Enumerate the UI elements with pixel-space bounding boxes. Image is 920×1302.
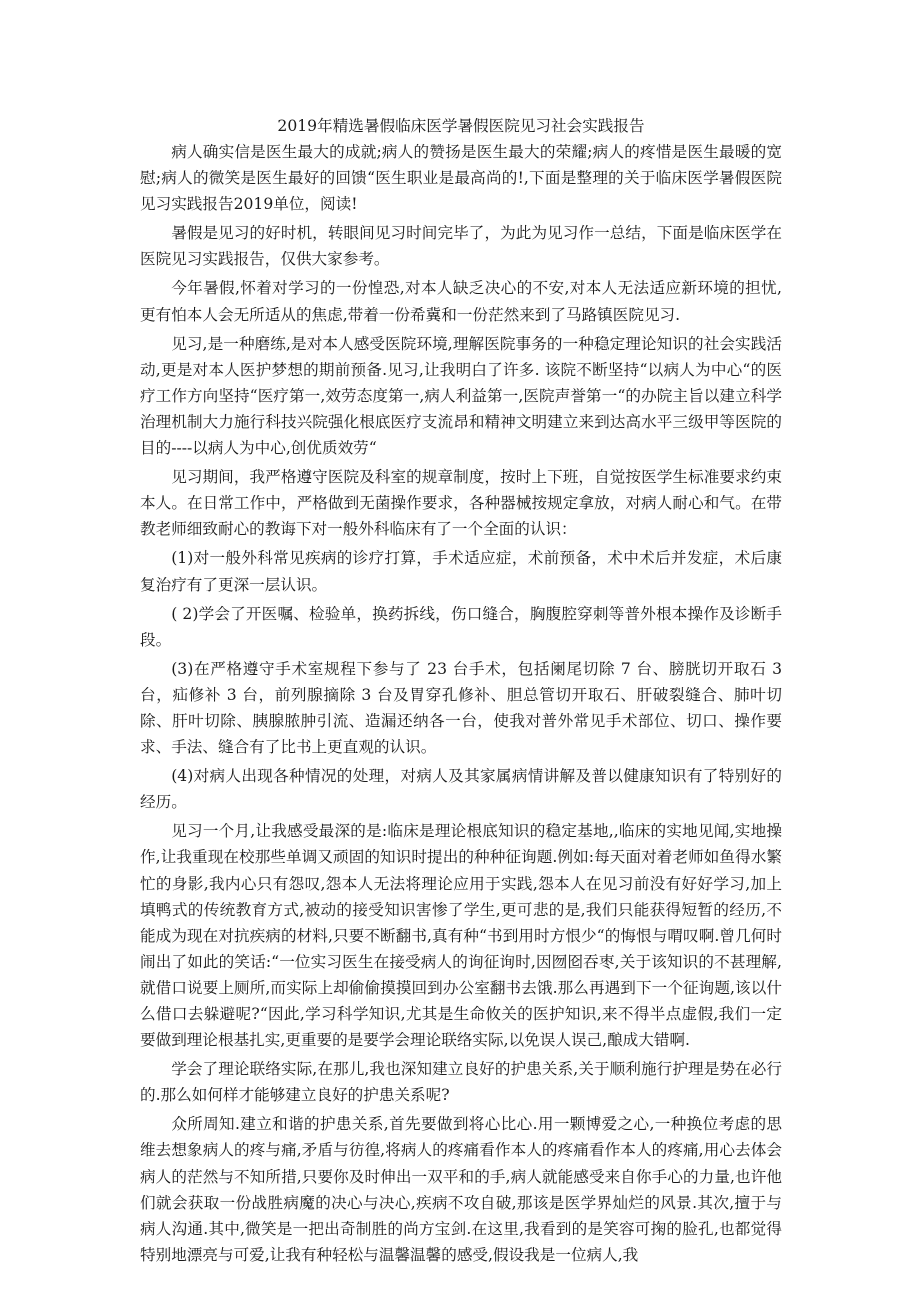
paragraph-empathy: 众所周知.建立和谐的护患关系,首先要做到将心比心.用一颗博爱之心,一种换位考虑的思维去想象病人的疼与痛,矛盾与彷徨,将病人的疼痛看作本人的疼痛看作本人的疼痛,用心去体会病人的茫然与不知所措,只要你及时伸出一双平和的手,病人就能感受来自你手心的力量,也许他们就会获取一份战胜病魔的决心与决心,疾病不攻自破,那该是医学界灿烂的风景.其次,擅于与病人沟通.其中,微笑是一把出奇制胜的尚方宝剑.在这里,我看到的是笑容可掬的脸孔,也都觉得特别地漂亮与可爱,让我有种轻松与温馨温馨的感受,假设我是一位病人,我 [140,1115,782,1264]
paragraph-summary: 暑假是见习的好时机，转眼间见习时间完毕了，为此为见习作一总结，下面是临床医学在医院见习实践报告，仅供大家参考。 [140,224,782,269]
paragraph-patient-relations: 学会了理论联络实际,在那儿,我也深知建立良好的护患关系,关于顺利施行护理是势在必行的.那么如何样才能够建立良好的护患关系呢? [140,1060,782,1105]
paragraph-hospital-mission: 见习,是一种磨练,是对本人感受医院环境,理解医院事务的一种稳定理论知识的社会实践活动,更是对本人医护梦想的期前预备.见习,让我明白了许多. 该院不断坚持“以病人为中心“的医疗工作方向坚持“医疗第一,效劳态度第一,病人利益第一,医院声誉第一“的办院主旨以建立科学治理机制大力施行科技兴院强化根底医疗支流昂和精神文明建立来到达高水平三级甲等医院的目的----以病人为中心,创优质效劳“ [140,334,782,458]
list-item-3: (3)在严格遵守手术室规程下参与了 23 台手术，包括阑尾切除 7 台、膀胱切开取石 3 台，疝修补 3 台，前列腺摘除 3 台及胃穿孔修补、胆总管切开取石、肝破裂缝合、肺叶切除、肝叶切除、胰腺脓肿引流、造漏还纳各一台，使我对普外常见手术部位、切口、操作要求、手法、缝合有了比书上更直观的认识。 [140,659,782,757]
list-item-1: (1)对一般外科常见疾病的诊疗打算，手术适应症，术前预备，术中术后并发症，术后康复治疗有了更深一层认识。 [140,549,782,594]
document-title: 2019年精选暑假临床医学暑假医院见习社会实践报告 [277,117,645,135]
paragraph-internship-conduct: 见习期间，我严格遵守医院及科室的规章制度，按时上下班，自觉按医学生标准要求约束本人。在日常工作中，严格做到无菌操作要求，各种器械按规定拿放，对病人耐心和气。在带教老师细致耐心的教诲下对一般外科临床有了一个全面的认识： [140,468,782,539]
list-item-2: ( 2)学会了开医嘱、检验单，换药拆线，伤口缝合，胸腹腔穿刺等普外根本操作及诊断手段。 [140,604,782,649]
list-item-4: (4)对病人出现各种情况的处理，对病人及其家属病情讲解及普以健康知识有了特别好的经历。 [140,767,782,812]
paragraph-arrival: 今年暑假,怀着对学习的一份惶恐,对本人缺乏决心的不安,对本人无法适应新环境的担忧,更有怕本人会无所适从的焦虑,带着一份希冀和一份茫然来到了马路镇医院见习. [140,279,782,324]
paragraph-reflection: 见习一个月,让我感受最深的是:临床是理论根底知识的稳定基地,,临床的实地见闻,实地操作,让我重现在校那些单调又顽固的知识时提出的种种征询题.例如:每天面对着老师如鱼得水繁忙的身影,我内心只有怨叹,怨本人无法将理论应用于实践,怨本人在见习前没有好好学习,加上填鸭式的传统教育方式,被动的接受知识害惨了学生,更可悲的是,我们只能获得短暂的经历,不能成为现在对抗疾病的材料,只要不断翻书,真有种“书到用时方恨少“的悔恨与喟叹啊.曾几何时闹出了如此的笑话:“一位实习医生在接受病人的询征询时,因囫囵吞枣,关于该知识的不甚理解,就借口说要上厕所,而实际上却偷偷摸摸回到办公室翻书去饿.那么再遇到下一个征询题,该以什么借口去躲避呢?“因此,学习科学知识,尤其是生命攸关的医护知识,来不得半点虚假,我们一定要做到理论根基扎实,更重要的是要学会理论联络实际,以免误人误己,酿成大错啊. [140,822,782,1050]
paragraph-intro: 病人确实信是医生最大的成就;病人的赞扬是医生最大的荣耀;病人的疼惜是医生最暖的宽慰;病人的微笑是医生最好的回馈“医生职业是最高尚的!,下面是整理的关于临床医学暑假医院见习实践报告2019单位，阅读! [140,143,782,214]
document-body [140,113,782,1271]
